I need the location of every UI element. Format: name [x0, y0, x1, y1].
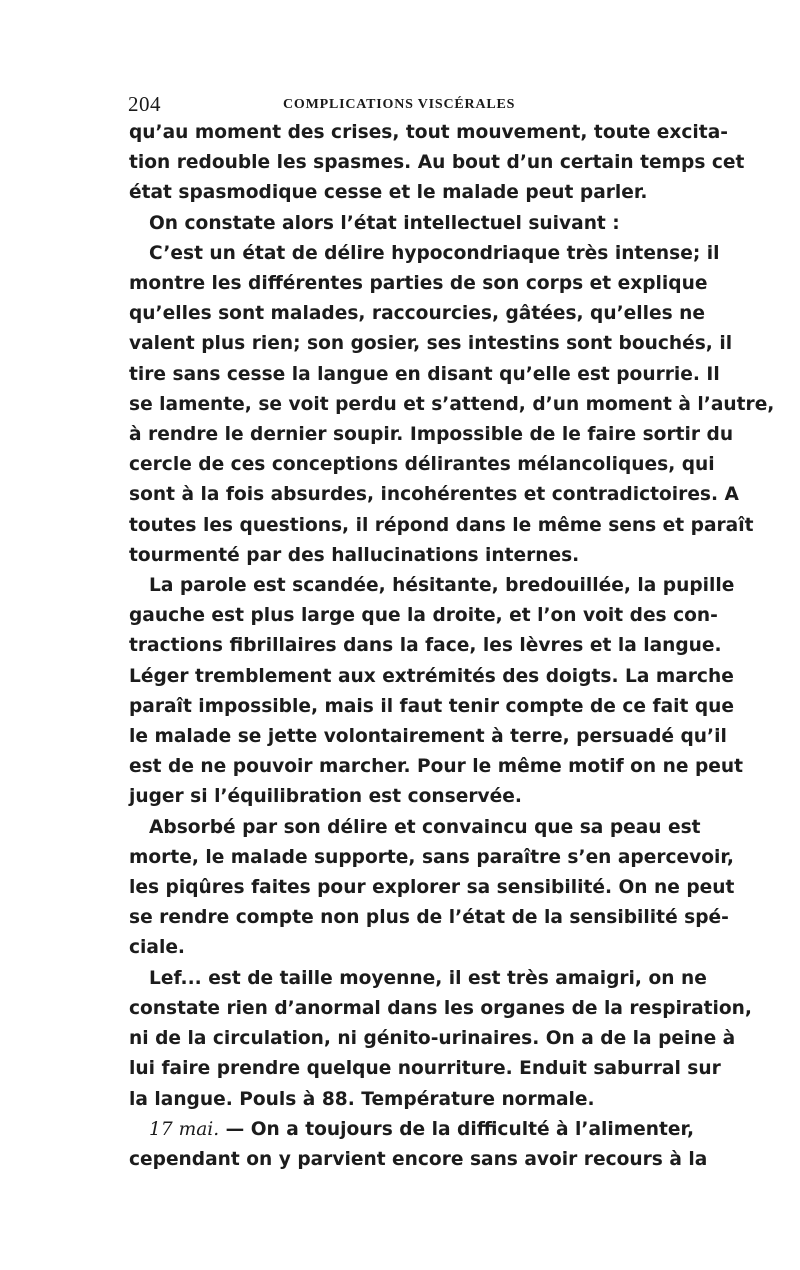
body-text: [129, 118, 775, 1175]
text-line: ciale.: [129, 937, 185, 959]
text-line: gauche est plus large que la droite, et l’on voit des con-: [129, 605, 718, 627]
page-number: 204: [128, 92, 161, 116]
text-line: qu’au moment des crises, tout mouvement, toute excita-: [129, 122, 728, 143]
text-line: juger si l’équilibration est conservée.: [129, 786, 522, 808]
text-line: tractions fibrillaires dans la face, les lèvres et la langue.: [129, 635, 722, 657]
text-line: Absorbé par son délire et convaincu que sa peau est: [149, 816, 701, 838]
text-line: état spasmodique cesse et le malade peut parler.: [129, 182, 648, 204]
text-line: cercle de ces conceptions délirantes mélancoliques, qui: [129, 454, 715, 476]
text-line: cependant on y parvient encore sans avoir recours à la: [129, 1148, 708, 1170]
text-line: est de ne pouvoir marcher. Pour le même motif on ne peut: [129, 756, 744, 778]
text-line: les piqûres faites pour explorer sa sensibilité. On ne peut: [129, 877, 735, 899]
text-line: lui faire prendre quelque nourriture. Enduit saburral sur: [129, 1058, 721, 1080]
text-line-content: — On a toujours de la difficulté à l’alimenter,: [219, 1118, 695, 1140]
text-line: toutes les questions, il répond dans le même sens et paraît: [129, 514, 754, 536]
text-line: sont à la fois absurdes, incohérentes et contradictoires. A: [129, 484, 739, 506]
text-line: tire sans cesse la langue en disant qu’elle est pourrie. Il: [129, 363, 720, 385]
text-line: La parole est scandée, hésitante, bredouillée, la pupille: [149, 575, 735, 597]
text-line: Lef... est de taille moyenne, il est très amaigri, on ne: [149, 967, 707, 989]
date-label: 17 mai.: [149, 1118, 220, 1140]
text-line: C’est un état de délire hypocondriaque très intense; il: [149, 242, 720, 264]
text-line: paraît impossible, mais il faut tenir compte de ce fait que: [129, 695, 735, 717]
text-line: morte, le malade supporte, sans paraître s’en apercevoir,: [129, 846, 734, 868]
text-line: tion redouble les spasmes. Au bout d’un certain temps cet: [129, 152, 745, 174]
text-line: valent plus rien; son gosier, ses intestins sont bouchés, il: [129, 333, 733, 355]
running-head: COMPLICATIONS VISCÉRALES: [283, 97, 516, 112]
text-line: ni de la circulation, ni génito-urinaires. On a de la peine à: [129, 1028, 736, 1050]
text-line: se rendre compte non plus de l’état de la sensibilité spé-: [129, 907, 729, 929]
text-line: constate rien d’anormal dans les organes de la respiration,: [129, 997, 752, 1019]
text-line: le malade se jette volontairement à terre, persuadé qu’il: [129, 726, 727, 748]
text-line: Léger tremblement aux extrémités des doigts. La marche: [129, 665, 734, 687]
text-line: la langue. Pouls à 88. Température normale.: [129, 1088, 595, 1110]
text-line: se lamente, se voit perdu et s’attend, d’un moment à l’autre,: [129, 393, 775, 415]
text-line: montre les différentes parties de son corps et explique: [129, 273, 708, 295]
text-line: tourmenté par des hallucinations internes.: [129, 544, 580, 566]
text-line: On constate alors l’état intellectuel suivant :: [149, 212, 620, 234]
text-line: [129, 1115, 695, 1145]
text-line: qu’elles sont malades, raccourcies, gâtées, qu’elles ne: [129, 303, 706, 325]
text-line: à rendre le dernier soupir. Impossible de le faire sortir du: [129, 424, 734, 446]
